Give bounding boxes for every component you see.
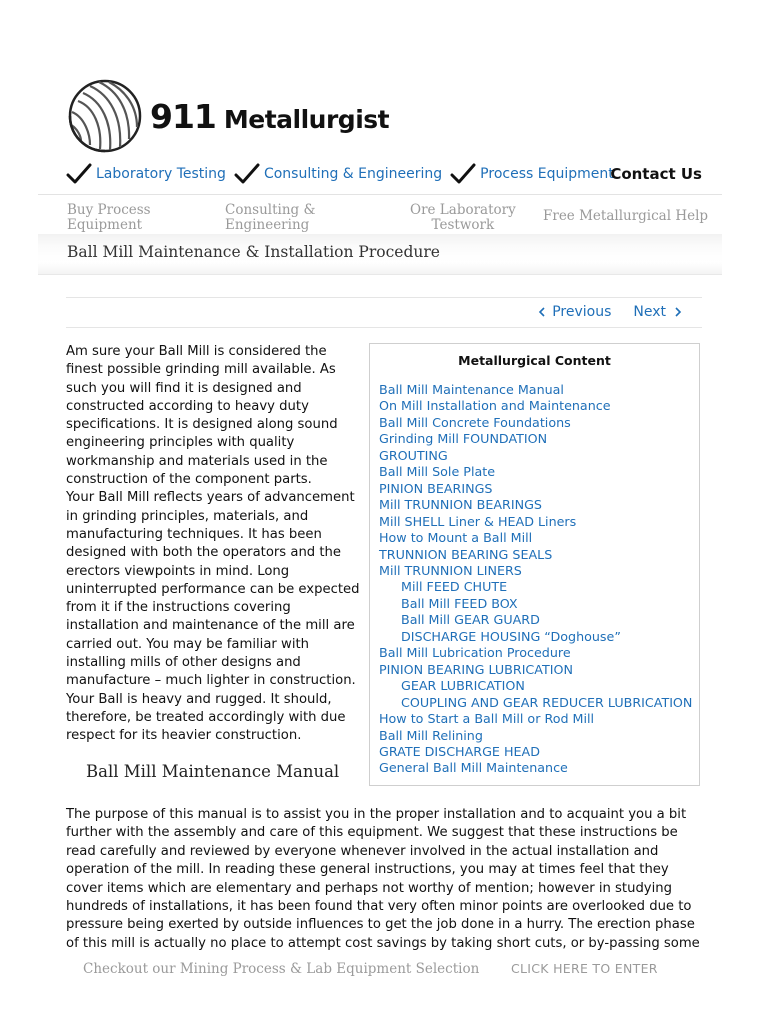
toc-link[interactable]: How to Mount a Ball Mill [379, 530, 533, 546]
nav-laboratory-testing[interactable] [66, 162, 226, 186]
toc-link[interactable]: TRUNNION BEARING SEALS [379, 546, 553, 562]
toc-link[interactable]: PINION BEARING LUBRICATION [379, 661, 573, 677]
menu-label-line: Ore Laboratory [410, 202, 516, 218]
next-label: Next [633, 304, 666, 320]
body-paragraph: The purpose of this manual is to assist you in the proper installation and to acquaint you a bit further with the assembly and care of this equipment. We suggest that these instructions be read carefully and reviewed by everyone whenever involved in the actual installation and operation of the mill. In reading these general instructions, you may at times feel that they cover items which are elementary and perhaps not worthy of mention; however in studying hundreds of installations, it has been found that very often minor points are overlooked due to pressure being exerted by outside influences to get the job done in a hurry. The erection phase of this mill is actually no place to attempt cost savings by taking short cuts, or by-passing some [66, 807, 700, 951]
toc-sublink[interactable]: Ball Mill FEED BOX [401, 595, 518, 611]
nav-label: Process Equipment [480, 166, 614, 182]
globe-logo-icon [66, 77, 144, 155]
menu-label-line: Consulting & [225, 202, 316, 218]
divider [66, 327, 702, 328]
menu-label-line: Buy Process [67, 202, 151, 218]
toc-link[interactable]: Ball Mill Concrete Foundations [379, 414, 571, 430]
toc-link[interactable]: Ball Mill Maintenance Manual [379, 382, 564, 397]
menu-ore-laboratory-testwork[interactable] [410, 203, 516, 233]
toc-link[interactable]: Mill SHELL Liner & HEAD Liners [379, 513, 577, 529]
chevron-left-icon [536, 306, 548, 318]
toc-link[interactable]: General Ball Mill Maintenance [379, 760, 568, 776]
toc-link[interactable]: Mill TRUNNION LINERS [379, 562, 522, 578]
toc-sublink[interactable]: DISCHARGE HOUSING “Doghouse” [401, 628, 621, 644]
metallurgical-content-box [369, 343, 700, 786]
next-link[interactable] [633, 304, 684, 320]
nav-process-equipment[interactable] [450, 162, 614, 186]
chevron-right-icon [672, 306, 684, 318]
nav-consulting-engineering[interactable] [234, 162, 442, 186]
toc-link[interactable]: Ball Mill Sole Plate [379, 464, 496, 480]
intro-text [66, 343, 360, 746]
menu-free-metallurgical-help[interactable]: Free Metallurgical Help [543, 208, 709, 224]
checkmark-icon [450, 162, 476, 186]
menu-label-line: Equipment [67, 217, 143, 233]
toc-link[interactable]: GRATE DISCHARGE HEAD [379, 743, 540, 759]
previous-link[interactable] [536, 304, 611, 320]
page-title: Ball Mill Maintenance & Installation Procedure [67, 243, 440, 261]
article-body [66, 806, 706, 953]
equipment-footer-bar [0, 952, 768, 988]
site-logo[interactable] [66, 76, 390, 156]
menu-buy-process-equipment[interactable] [67, 203, 151, 233]
menu-label-line: Engineering [225, 217, 310, 233]
click-here-to-enter-link[interactable]: CLICK HERE TO ENTER [511, 961, 658, 976]
menu-label-line: Testwork [431, 217, 495, 233]
checkmark-icon [66, 162, 92, 186]
menu-consulting-engineering[interactable] [225, 203, 315, 233]
toc-link[interactable]: How to Start a Ball Mill or Rod Mill [379, 711, 595, 727]
top-navigation [66, 158, 706, 190]
section-heading: Ball Mill Maintenance Manual [86, 762, 340, 781]
post-pager [536, 304, 684, 320]
checkmark-icon [234, 162, 260, 186]
toc-sublink[interactable]: Mill FEED CHUTE [401, 579, 508, 595]
logo-number: 911 [150, 96, 216, 136]
intro-paragraph: Am sure your Ball Mill is considered the finest possible grinding mill available. As such you will find it is designed and constructed according to heavy duty specifications. It is designed along sound engineering principles with quality workmanship and materials used in the construction of the component parts. [66, 344, 338, 488]
toc-link[interactable]: Grinding Mill FOUNDATION [379, 431, 548, 447]
page-title-bar [38, 234, 722, 275]
secondary-menu [38, 194, 722, 233]
toc-link[interactable]: Ball Mill Relining [379, 727, 483, 743]
previous-label: Previous [552, 304, 612, 320]
nav-label: Consulting & Engineering [263, 166, 443, 182]
footer-equipment-link[interactable]: Checkout our Mining Process & Lab Equipment Selection [83, 961, 480, 977]
divider [66, 297, 702, 298]
intro-paragraph: Your Ball Mill reflects years of advancement in grinding principles, materials, and manufacturing techniques. It has been designed with both the operators and the erectors viewpoints in mind. Long uninterrupted performance can be expected from it if the instructions covering installation and maintenance of the mill are carried out. You may be familiar with installing mills of other designs and manufacture – much lighter in construction. Your Ball is heavy and rugged. It should, therefore, be treated accordingly with due respect for its heavier construction. [66, 490, 360, 744]
logo-wordmark: Metallurgist [223, 104, 390, 134]
toc-sublink[interactable]: GEAR LUBRICATION [401, 678, 525, 694]
nav-label: Laboratory Testing [96, 166, 226, 182]
toc-link[interactable]: PINION BEARINGS [379, 480, 493, 496]
toc-link[interactable]: Ball Mill Lubrication Procedure [379, 645, 571, 661]
toc-link[interactable]: Mill TRUNNION BEARINGS [379, 497, 542, 513]
toc-list [379, 382, 692, 777]
toc-sublink[interactable]: Ball Mill GEAR GUARD [401, 612, 540, 628]
toc-link[interactable]: On Mill Installation and Maintenance [379, 398, 611, 414]
toc-sublink[interactable]: COUPLING AND GEAR REDUCER LUBRICATION [401, 694, 693, 710]
toc-link[interactable]: GROUTING [379, 447, 448, 463]
contact-us-link[interactable]: Contact Us [610, 165, 702, 183]
toc-heading: Metallurgical Content [458, 353, 611, 368]
